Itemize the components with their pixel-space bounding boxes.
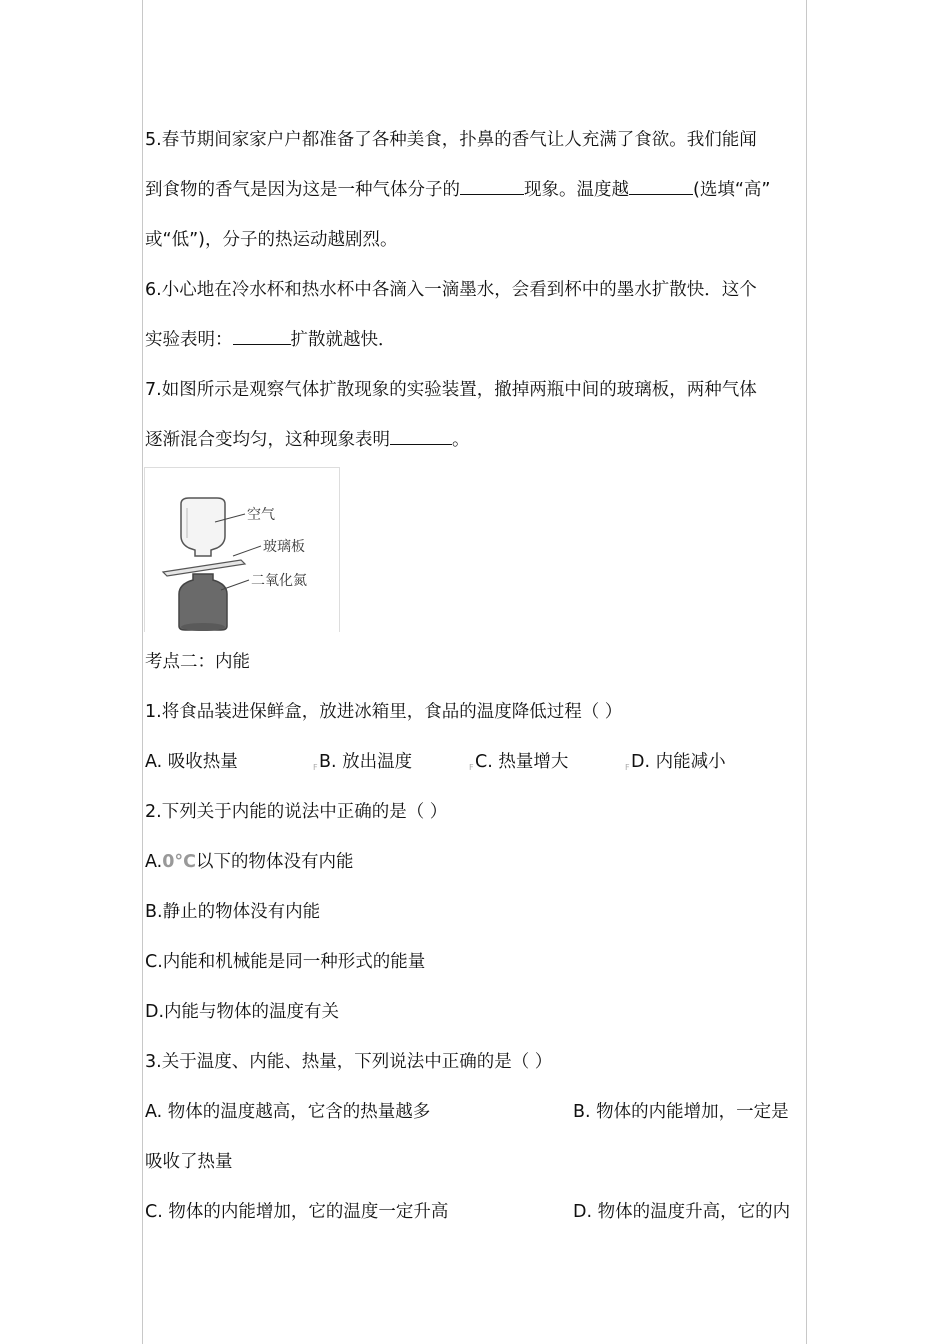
s2q2-option-b[interactable]: B.静止的物体没有内能 xyxy=(145,902,321,922)
q7-text-b: 。 xyxy=(452,430,470,450)
q5-line1: 5.春节期间家家户户都准备了各种美食，扑鼻的香气让人充满了食欲。我们能闻 xyxy=(145,130,757,150)
q7-line1: 7.如图所示是观察气体扩散现象的实验装置，撤掉两瓶中间的玻璃板，两种气体 xyxy=(145,380,757,400)
s2q2-option-c[interactable]: C.内能和机械能是同一种形式的能量 xyxy=(145,952,426,972)
option-d[interactable]: D. 内能减小 xyxy=(631,752,726,772)
s2q3-option-b-cont: 吸收了热量 xyxy=(145,1152,233,1172)
s2q3-options-ab xyxy=(145,1100,806,1124)
label-glass-plate: 玻璃板 xyxy=(263,539,305,555)
answer-blank[interactable] xyxy=(629,178,693,195)
option-marker: F xyxy=(313,763,318,772)
q7-line2 xyxy=(145,428,470,452)
s2q1-options xyxy=(145,750,805,774)
q6-text-a: 实验表明： xyxy=(145,330,233,350)
q5-text-b: 现象。温度越 xyxy=(524,180,629,200)
answer-blank[interactable] xyxy=(233,328,291,345)
option-c[interactable]: C. 物体的内能增加，它的温度一定升高 xyxy=(145,1202,449,1222)
q5-text-c: (选填“高” xyxy=(693,180,771,200)
option-b[interactable]: B. 放出温度 xyxy=(319,752,413,772)
s2q2-stem: 2.下列关于内能的说法中正确的是（ ） xyxy=(145,802,448,822)
q5-line2 xyxy=(145,178,770,202)
option-marker: F xyxy=(625,763,630,772)
q6-text-b: 扩散就越快． xyxy=(290,330,396,350)
bottle-diagram xyxy=(145,468,339,632)
option-marker: F xyxy=(469,763,474,772)
q7-text-a: 逐渐混合变均匀，这种现象表明 xyxy=(145,430,390,450)
s2q3-stem: 3.关于温度、内能、热量，下列说法中正确的是（ ） xyxy=(145,1052,553,1072)
answer-blank[interactable] xyxy=(460,178,524,195)
right-margin-line xyxy=(806,0,807,1344)
degree-symbol: 0°C xyxy=(162,852,197,872)
s2q3-options-cd xyxy=(145,1200,806,1224)
q6-line2 xyxy=(145,328,396,352)
section-title: 考点二：内能 xyxy=(145,652,250,672)
q6-line1: 6.小心地在冷水杯和热水杯中各滴入一滴墨水，会看到杯中的墨水扩散快．这个 xyxy=(145,280,757,300)
left-margin-line xyxy=(142,0,143,1344)
option-a-text: 以下的物体没有内能 xyxy=(196,852,354,872)
diffusion-apparatus-figure xyxy=(144,467,340,632)
option-a[interactable]: A. 物体的温度越高，它含的热量越多 xyxy=(145,1102,431,1122)
option-c[interactable]: C. 热量增大 xyxy=(475,752,569,772)
s2q2-option-a[interactable] xyxy=(145,850,354,874)
q5-line3: 或“低”)，分子的热运动越剧烈。 xyxy=(145,230,398,250)
s2q2-option-d[interactable]: D.内能与物体的温度有关 xyxy=(145,1002,340,1022)
option-b[interactable]: B. 物体的内能增加，一定是 xyxy=(573,1102,789,1122)
s2q1-stem: 1.将食品装进保鲜盒，放进冰箱里，食品的温度降低过程（ ） xyxy=(145,702,623,722)
label-nitrogen-dioxide: 二氧化氮 xyxy=(251,573,307,589)
option-a-prefix: A. xyxy=(145,852,163,872)
answer-blank[interactable] xyxy=(390,428,452,445)
option-d[interactable]: D. 物体的温度升高，它的内 xyxy=(573,1202,791,1222)
q5-text-a: 到食物的香气是因为这是一种气体分子的 xyxy=(145,180,460,200)
label-air: 空气 xyxy=(247,507,275,523)
option-a[interactable]: A. 吸收热量 xyxy=(145,752,238,772)
